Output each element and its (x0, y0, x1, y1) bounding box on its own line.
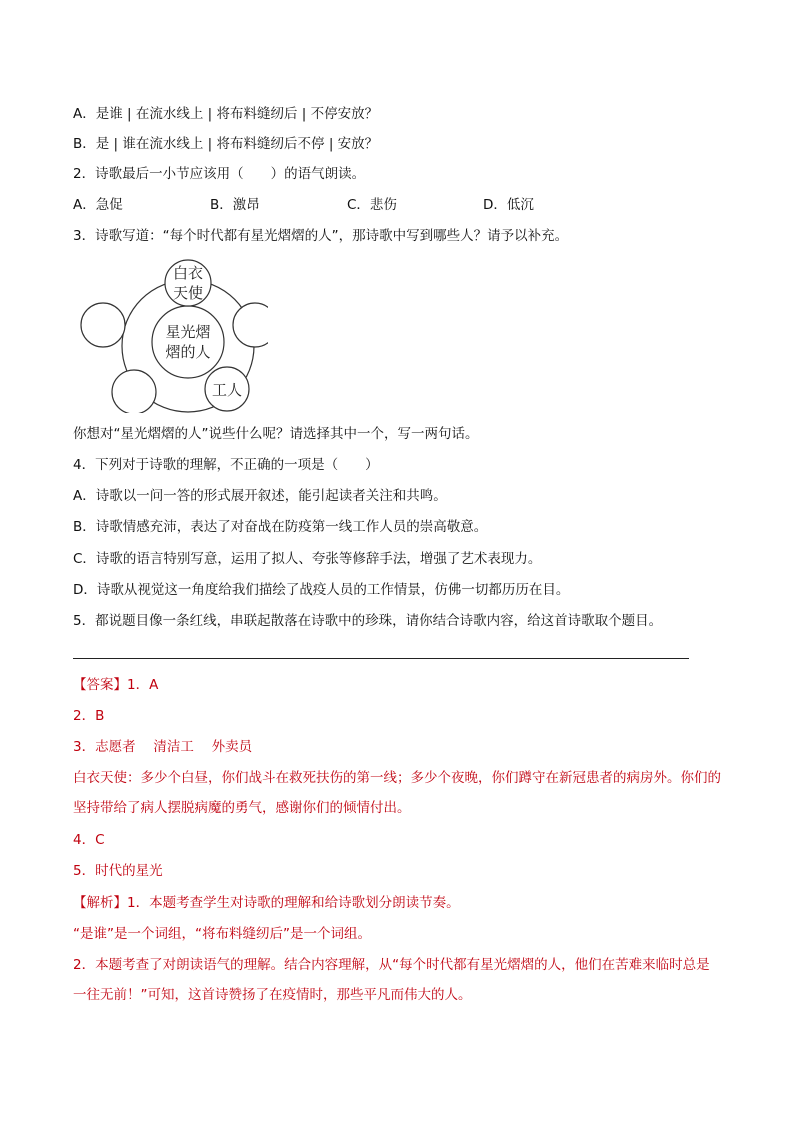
right-circle-blank (233, 303, 268, 347)
analysis-1: 1．本题考查学生对诗歌的理解和给诗歌划分朗读节奏。 (127, 895, 460, 911)
answer-4: 4．C (73, 832, 105, 848)
q2-option-c: C．悲伤 (347, 197, 397, 213)
answer-line-1 (73, 675, 733, 695)
answer-label: 【答案】 (73, 677, 127, 693)
bottom-left-circle-blank (112, 370, 156, 413)
analysis-2: 2．本题考查了对朗读语气的理解。结合内容理解，从“每个时代都有星光熠熠的人，他们在苦难来临时总是一往无前！”可知，这首诗赞扬了在疫情时，那些平凡而伟大的人。 (73, 957, 710, 1003)
top-label-line1: 白衣 (172, 264, 204, 282)
q2-option-b: B．激昂 (210, 197, 260, 213)
center-label-line2: 熠的人 (165, 343, 211, 361)
section-divider (73, 658, 689, 659)
q2-stem: 2．诗歌最后一小节应该用（ ）的语气朗读。 (73, 166, 366, 182)
answer-3: 3．志愿者 清洁工 外卖员 (73, 739, 253, 755)
q4-option-a: A．诗歌以一问一答的形式展开叙述，能引起读者关注和共鸣。 (73, 488, 447, 504)
q2-options (73, 195, 733, 215)
answer-5: 5．时代的星光 (73, 863, 163, 879)
analysis-1b: “是谁”是一个词组，“将布料缝纫后”是一个词组。 (73, 926, 371, 942)
analysis-label: 【解析】 (73, 895, 127, 911)
center-label-line1: 星光熠 (165, 323, 211, 341)
q4-option-c: C．诗歌的语言特别写意，运用了拟人、夸张等修辞手法，增强了艺术表现力。 (73, 551, 542, 567)
q2-option-a: A．急促 (73, 197, 123, 213)
answer-2: 2．B (73, 708, 105, 724)
left-circle-blank (81, 303, 125, 347)
q4-option-d: D．诗歌从视觉这一角度给我们描绘了战疫人员的工作情景，仿佛一切都历历在目。 (73, 582, 570, 598)
q4-stem: 4．下列对于诗歌的理解，不正确的一项是（ ） (73, 457, 379, 473)
q1-option-a: A．是谁 | 在流水线上 | 将布料缝纫后 | 不停安放？ (73, 106, 379, 122)
answer-1: 1．A (127, 677, 159, 693)
people-diagram (78, 258, 268, 413)
analysis-line-1 (73, 893, 733, 913)
q1-option-b: B．是 | 谁在流水线上 | 将布料缝纫后不停 | 安放？ (73, 136, 379, 152)
q3-followup: 你想对“星光熠熠的人”说些什么呢？请选择其中一个，写一两句话。 (73, 426, 479, 442)
q2-option-d: D．低沉 (483, 197, 534, 213)
top-label-line2: 天使 (172, 284, 204, 302)
answer-3-paragraph: 白衣天使：多少个白昼，你们战斗在救死扶伤的第一线；多少个夜晚，你们蹲守在新冠患者的病房外。你们的坚持带给了病人摆脱病魔的勇气，感谢你们的倾情付出。 (73, 770, 721, 816)
center-circle (152, 306, 224, 378)
q5-stem: 5．都说题目像一条红线，串联起散落在诗歌中的珍珠，请你结合诗歌内容，给这首诗歌取个题目。 (73, 613, 663, 629)
q4-option-b: B．诗歌情感充沛，表达了对奋战在防疫第一线工作人员的崇高敬意。 (73, 519, 488, 535)
bottom-right-label: 工人 (211, 381, 243, 399)
q3-stem: 3．诗歌写道：“每个时代都有星光熠熠的人”，那诗歌中写到哪些人？请予以补充。 (73, 228, 569, 244)
